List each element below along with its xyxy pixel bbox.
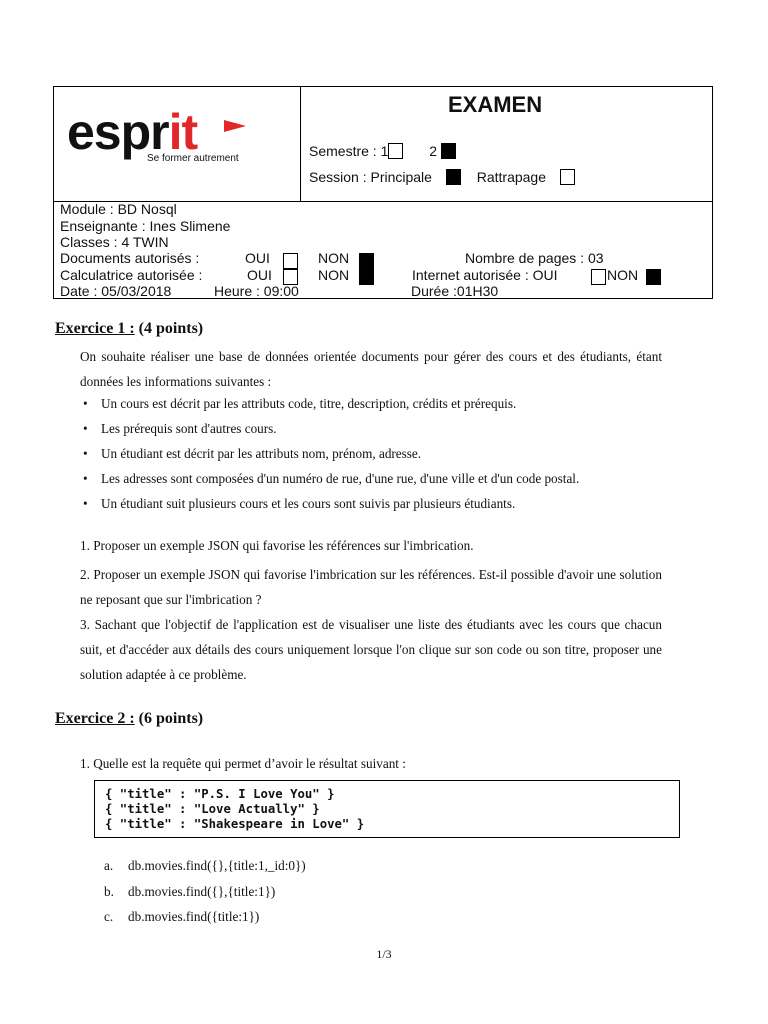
documents-non-checkbox[interactable]	[359, 253, 374, 269]
semestre-label: Semestre : 1	[309, 143, 389, 159]
classes-text: Classes : 4 TWIN	[60, 234, 169, 250]
code-line: { "title" : "Love Actually" }	[105, 802, 320, 816]
semestre-row	[309, 143, 456, 159]
question-3: 3. Sachant que l'objectif de l'application est de visualiser une liste des étudiants avec les cours que chacun suit, et d'accéder aux détails des cours uniquement lorsque l'on clique sur son code ou son titre, proposer une solution adaptée à ce problème.	[80, 617, 662, 682]
heure-text: Heure : 09:00	[214, 283, 299, 299]
question-1: 1. Proposer un exemple JSON qui favorise les références sur l'imbrication.	[80, 538, 474, 553]
semestre-2-checkbox[interactable]	[441, 143, 456, 159]
code-block	[94, 780, 680, 838]
page-number: 1/3	[376, 947, 392, 961]
documents-oui-label: OUI	[245, 250, 270, 266]
internet-oui-checkbox[interactable]	[591, 269, 606, 285]
rattrapage-label: Rattrapage	[476, 169, 547, 185]
exercice2-title: Exercice 2 : (6 points)	[55, 710, 204, 727]
documents-label: Documents autorisés :	[60, 250, 200, 266]
internet-non-checkbox[interactable]	[646, 269, 661, 285]
calculatrice-label: Calculatrice autorisée :	[60, 267, 203, 283]
logo-cell	[54, 87, 301, 201]
rattrapage-checkbox[interactable]	[560, 169, 575, 185]
exercice1-intro: On souhaite réaliser une base de données orientée documents pour gérer des cours et des étudiants, étant données les informations suivantes :	[80, 349, 662, 389]
enseignante-text: Enseignante : Ines Slimene	[60, 218, 231, 234]
session-row	[309, 169, 575, 185]
session-principale-checkbox[interactable]	[446, 169, 461, 185]
semestre-1-checkbox[interactable]	[388, 143, 403, 159]
code-line: { "title" : "Shakespeare in Love" }	[105, 817, 365, 831]
esprit-logo: esprit	[67, 104, 198, 160]
logo-flag-icon	[224, 120, 246, 132]
question-2: 2. Proposer un exemple JSON qui favorise l'imbrication sur les références. Est-il possible d'avoir une solution ne reposant que sur l'imbrication ?	[80, 567, 662, 607]
exercice1-title: Exercice 1 : (4 points)	[55, 320, 204, 337]
duree-text: Durée :01H30	[411, 283, 499, 299]
documents-non-label: NON	[318, 250, 350, 266]
documents-oui-checkbox[interactable]	[283, 253, 298, 269]
semestre-2-label: 2	[429, 143, 438, 159]
calculatrice-oui-label: OUI	[247, 267, 272, 283]
date-text: Date : 05/03/2018	[60, 283, 172, 299]
exam-title: EXAMEN	[448, 92, 543, 117]
exam-header-table	[53, 86, 713, 299]
calculatrice-non-checkbox[interactable]	[359, 269, 374, 285]
nombre-pages-text: Nombre de pages : 03	[465, 250, 604, 266]
code-line: { "title" : "P.S. I Love You" }	[105, 787, 335, 801]
exercice2-question-1: 1. Quelle est la requête qui permet d’avoir le résultat suivant :	[80, 756, 406, 771]
module-text: Module : BD Nosql	[60, 201, 177, 217]
internet-label: Internet autorisée : OUI	[412, 267, 558, 283]
session-label: Session : Principale	[309, 169, 432, 185]
logo-tagline: Se former autrement	[147, 153, 239, 164]
calculatrice-non-label: NON	[318, 267, 350, 283]
internet-non-label: NON	[607, 267, 639, 283]
